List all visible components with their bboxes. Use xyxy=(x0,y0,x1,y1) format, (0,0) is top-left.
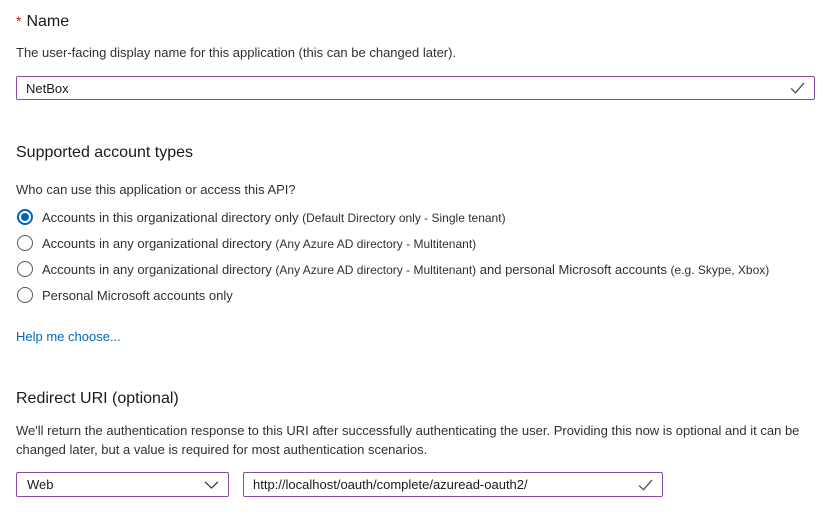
radio-dot xyxy=(21,213,29,221)
account-type-option[interactable] xyxy=(16,230,815,256)
radio-button-icon[interactable] xyxy=(17,235,33,251)
radio-button-icon[interactable] xyxy=(17,261,33,277)
app-registration-form xyxy=(0,12,829,497)
uri-input-wrap xyxy=(243,472,663,497)
account-types-question: Who can use this application or access this API? xyxy=(16,182,296,197)
redirect-uri-title: Redirect URI (optional) xyxy=(16,390,179,407)
radio-button-icon[interactable] xyxy=(17,287,33,303)
radio-dot xyxy=(21,265,29,273)
radio-dot xyxy=(21,291,29,299)
redirect-uri-row xyxy=(16,472,815,497)
name-field-description: The user-facing display name for this application (this can be changed later). xyxy=(16,45,457,60)
platform-select-value: Web xyxy=(27,477,54,492)
redirect-uri-description: We'll return the authentication response to this URI after successfully authenticating the user. Providing this now is optional and it can be changed later, but a value is required for most authentication scenarios. xyxy=(16,423,800,457)
platform-select[interactable] xyxy=(16,472,229,497)
account-type-label: Accounts in any organizational directory (Any Azure AD directory - Multitenant) and personal Microsoft accounts (e.g. Skype, Xbox) xyxy=(42,261,770,277)
chevron-down-icon xyxy=(204,481,219,489)
redirect-uri-input[interactable] xyxy=(243,472,663,497)
radio-button-icon[interactable] xyxy=(17,209,33,225)
checkmark-icon xyxy=(638,479,653,491)
checkmark-icon xyxy=(790,82,805,94)
account-type-options xyxy=(16,204,815,308)
account-type-option[interactable] xyxy=(16,282,815,308)
name-title-text: Name xyxy=(26,13,70,30)
account-type-option[interactable] xyxy=(16,256,815,282)
name-input-wrap xyxy=(16,76,815,100)
account-type-label: Personal Microsoft accounts only xyxy=(42,287,233,303)
name-input[interactable] xyxy=(16,76,815,100)
account-type-option[interactable] xyxy=(16,204,815,230)
radio-dot xyxy=(21,239,29,247)
help-me-choose-link[interactable]: Help me choose... xyxy=(16,329,121,344)
required-asterisk: * xyxy=(16,13,22,29)
account-type-label: Accounts in any organizational directory (Any Azure AD directory - Multitenant) xyxy=(42,235,477,251)
account-type-label: Accounts in this organizational directory only (Default Directory only - Single tenant) xyxy=(42,209,506,225)
supported-account-types-title: Supported account types xyxy=(16,144,194,161)
name-field-title xyxy=(16,12,815,31)
